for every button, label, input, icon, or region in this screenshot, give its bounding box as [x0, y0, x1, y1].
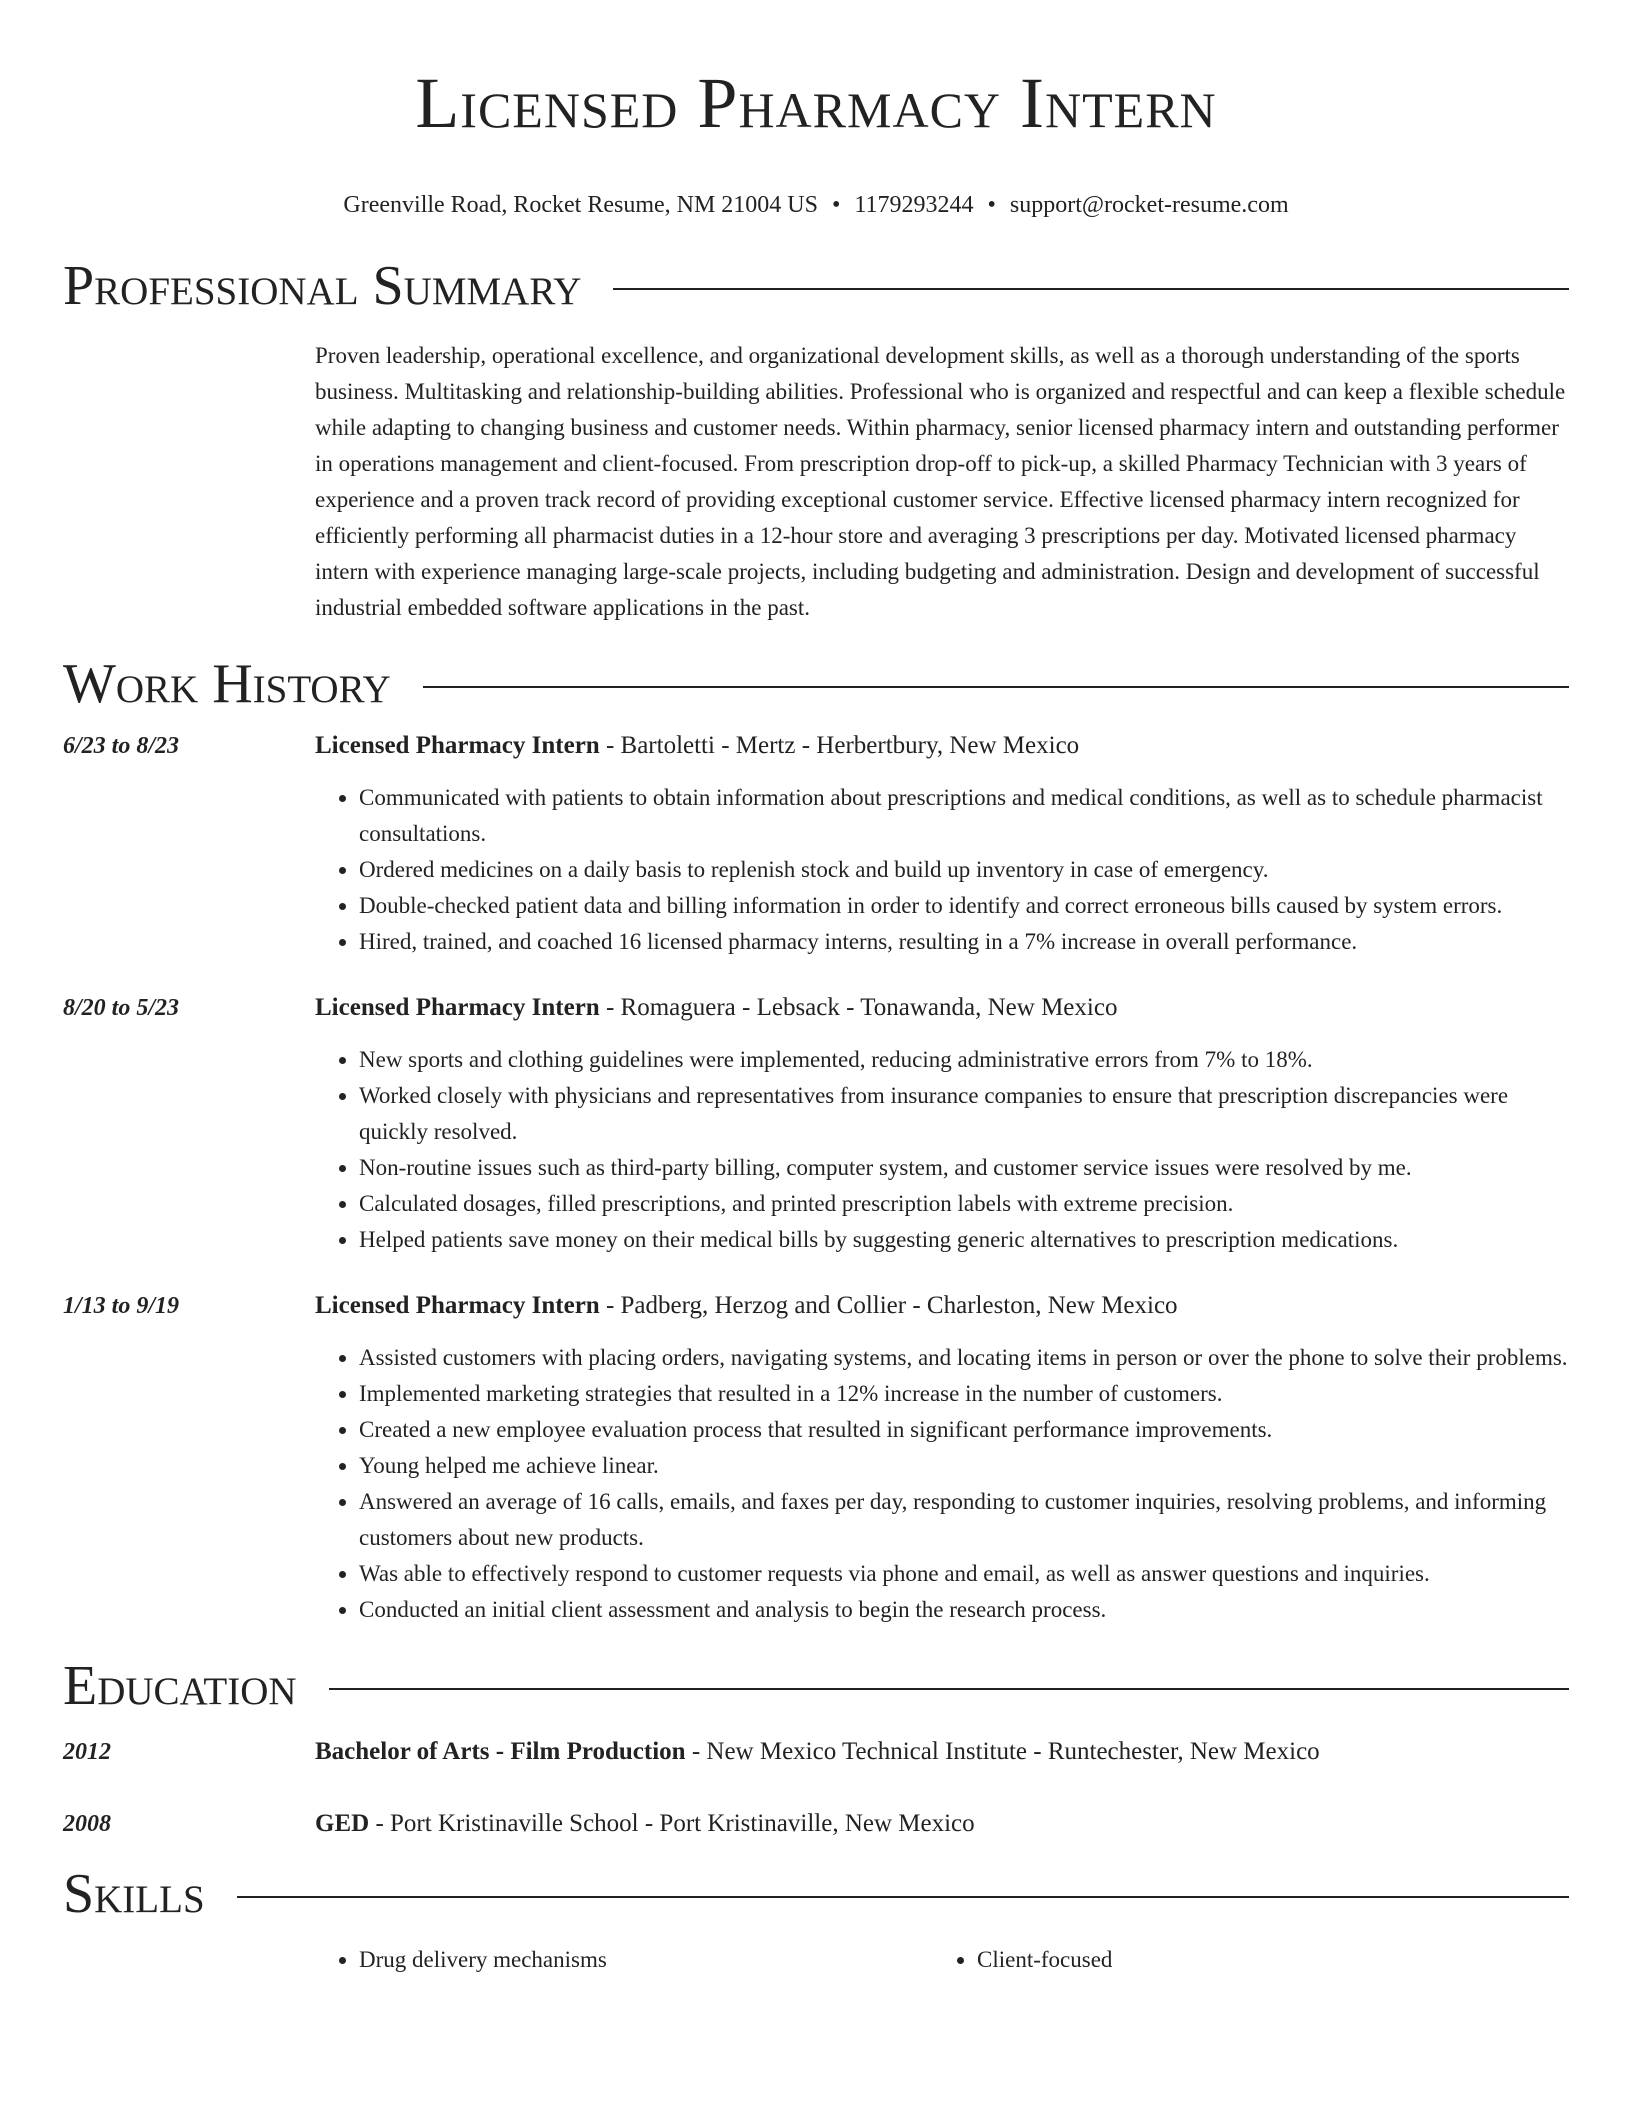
list-item: • Communicated with patients to obtain information about prescriptions and medical conditions, as well as to schedule pharmacist consultations.: [359, 780, 1569, 852]
education-degree: Bachelor of Arts - Film Production: [315, 1738, 686, 1765]
list-item: • Was able to effectively respond to customer requests via phone and email, as well as answer questions and inquiries.: [359, 1556, 1569, 1592]
work-title: Work History: [63, 653, 391, 715]
list-item: • Calculated dosages, filled prescriptions, and printed prescription labels with extreme precision.: [359, 1186, 1569, 1222]
job-dates: 1/13 to 9/19: [63, 1293, 180, 1319]
education-heading: [315, 1806, 1569, 1842]
summary-text: Proven leadership, operational excellence, and organizational development skills, as well as a thorough understanding of the sports business. Multitasking and relationship-building abilities. Professional who is organized and respectful and can keep a flexible schedule while adapting to changing business and customer needs. Within pharmacy, senior licensed pharmacy intern and outstanding performer in operations management and client-focused. From prescription drop-off to pick-up, a skilled Pharmacy Technician with 3 years of experience and a proven track record of providing exceptional customer service. Effective licensed pharmacy intern recognized for efficiently performing all pharmacist duties in a 12-hour store and averaging 3 prescriptions per day. Motivated licensed pharmacy intern with experience managing large-scale projects, including budgeting and administration. Design and development of successful industrial embedded software applications in the past.: [315, 343, 1566, 620]
job-entry: [63, 990, 1569, 1258]
list-item: • Conducted an initial client assessment and analysis to begin the research process.: [359, 1592, 1569, 1628]
list-item: • Worked closely with physicians and representatives from insurance companies to ensure that prescription discrepancies were quickly resolved.: [359, 1078, 1569, 1150]
work-section-header: [63, 652, 1569, 716]
section-divider: [237, 1896, 1569, 1898]
job-bullets: [315, 1042, 1569, 1258]
job-heading: [315, 1288, 1569, 1324]
skill-item: • Drug delivery mechanisms: [359, 1942, 933, 1978]
job-entry: [63, 728, 1569, 960]
list-item: • Young helped me achieve linear.: [359, 1448, 1569, 1484]
education-degree: GED: [315, 1810, 370, 1837]
job-body: [315, 990, 1569, 1258]
skills-column-right: [933, 1942, 1551, 1978]
education-details: - Port Kristinaville School - Port Kristinaville, New Mexico: [369, 1810, 975, 1837]
contact-address: Greenville Road, Rocket Resume, NM 21004 US: [343, 192, 818, 218]
contact-separator: •: [987, 192, 996, 218]
list-item: • Ordered medicines on a daily basis to replenish stock and build up inventory in case of emergency.: [359, 852, 1569, 888]
list-item: • Non-routine issues such as third-party billing, computer system, and customer service issues were resolved by me.: [359, 1150, 1569, 1186]
summary-section-header: [63, 254, 1569, 318]
skills-title: Skills: [63, 1863, 205, 1925]
list-item: • Double-checked patient data and billing information in order to identify and correct erroneous bills caused by system errors.: [359, 888, 1569, 924]
section-divider: [423, 686, 1569, 688]
job-bullets: [315, 780, 1569, 960]
job-dates: 6/23 to 8/23: [63, 733, 180, 759]
list-item: • New sports and clothing guidelines were implemented, reducing administrative errors from 7% to 18%.: [359, 1042, 1569, 1078]
list-item: • Assisted customers with placing orders, navigating systems, and locating items in person or over the phone to solve their problems.: [359, 1340, 1569, 1376]
education-entry: [63, 1734, 1569, 1770]
job-bullets: [315, 1340, 1569, 1628]
education-heading: [315, 1734, 1569, 1770]
skill-item: • Client-focused: [977, 1942, 1551, 1978]
contact-line: [63, 190, 1569, 220]
job-header-row: [63, 990, 1569, 1258]
list-item: • Implemented marketing strategies that resulted in a 12% increase in the number of customers.: [359, 1376, 1569, 1412]
skills-column-left: [315, 1942, 933, 1978]
skills-list: [315, 1942, 1569, 1978]
job-heading: [315, 728, 1569, 764]
contact-phone: 1179293244: [854, 192, 974, 218]
list-item: • Helped patients save money on their medical bills by suggesting generic alternatives to prescription medications.: [359, 1222, 1569, 1258]
job-role: Licensed Pharmacy Intern: [315, 732, 600, 759]
job-heading: [315, 990, 1569, 1026]
job-entry: [63, 1288, 1569, 1628]
education-section-header: [63, 1654, 1569, 1718]
job-dates: 8/20 to 5/23: [63, 995, 180, 1021]
job-role: Licensed Pharmacy Intern: [315, 1292, 600, 1319]
skills-section-header: [63, 1862, 1569, 1926]
job-body: [315, 1288, 1569, 1628]
contact-separator: •: [832, 192, 841, 218]
contact-email: support@rocket-resume.com: [1009, 192, 1289, 218]
section-divider: [613, 288, 1569, 290]
list-item: • Created a new employee evaluation process that resulted in significant performance improvements.: [359, 1412, 1569, 1448]
job-details: - Padberg, Herzog and Collier - Charleston, New Mexico: [599, 1292, 1178, 1319]
summary-title: Professional Summary: [63, 255, 582, 317]
job-body: [315, 728, 1569, 960]
education-details: - New Mexico Technical Institute - Runtechester, New Mexico: [685, 1738, 1320, 1765]
section-divider: [329, 1688, 1569, 1690]
list-item: • Answered an average of 16 calls, emails, and faxes per day, responding to customer inquiries, resolving problems, and informing customers about new products.: [359, 1484, 1569, 1556]
education-year: 2012: [63, 1739, 111, 1765]
resume-name: Licensed Pharmacy Intern: [415, 63, 1217, 143]
education-year: 2008: [63, 1811, 111, 1837]
job-details: - Romaguera - Lebsack - Tonawanda, New Mexico: [599, 994, 1118, 1021]
job-header-row: [63, 1288, 1569, 1628]
education-title: Education: [63, 1655, 297, 1717]
list-item: • Hired, trained, and coached 16 licensed pharmacy interns, resulting in a 7% increase in overall performance.: [359, 924, 1569, 960]
job-header-row: [63, 728, 1569, 960]
job-details: - Bartoletti - Mertz - Herbertbury, New Mexico: [599, 732, 1080, 759]
job-role: Licensed Pharmacy Intern: [315, 994, 600, 1021]
education-entry: [63, 1806, 1569, 1842]
